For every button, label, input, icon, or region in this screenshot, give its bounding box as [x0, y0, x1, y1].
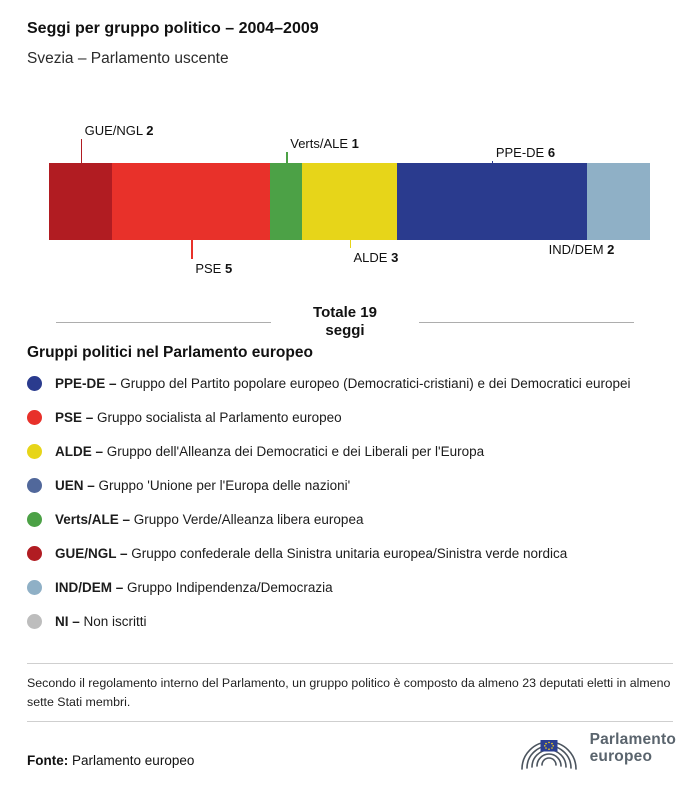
- total-seats-row: [56, 300, 634, 344]
- legend-item-pse: [27, 400, 687, 434]
- bar-label-pse: PSE 5: [195, 261, 233, 276]
- leader-line-ppe-de: [492, 161, 494, 163]
- logo-wordmark-line2: europeo: [589, 748, 653, 765]
- legend-item-ind-dem: [27, 570, 687, 604]
- legend-item-label: NI – Non iscritti: [55, 613, 147, 629]
- bar-segment-gue-ngl: [49, 163, 112, 240]
- legend-color-dot-ppe-de: [27, 376, 42, 391]
- legend-item-ni: [27, 604, 687, 638]
- leader-line-gue-ngl: [81, 139, 83, 163]
- stacked-bar: [49, 163, 650, 240]
- leader-line-verts-ale: [286, 152, 288, 163]
- total-left-rule: [56, 322, 271, 323]
- legend-color-dot-gue-ngl: [27, 546, 42, 561]
- legend-color-dot-alde: [27, 444, 42, 459]
- legend-item-label: UEN – Gruppo 'Unione per l'Europa delle nazioni': [55, 477, 351, 493]
- legend-item-gue-ngl: [27, 536, 687, 570]
- source-label: Fonte:: [27, 753, 69, 768]
- legend-title: Gruppi politici nel Parlamento europeo: [27, 344, 313, 361]
- bar-label-gue-ngl: GUE/NGL 2: [84, 123, 154, 138]
- page-subtitle: Svezia – Parlamento uscente: [27, 50, 229, 67]
- page-title: Seggi per gruppo politico – 2004–2009: [27, 20, 319, 37]
- bar-label-ind-dem: IND/DEM 2: [548, 242, 615, 257]
- bar-segment-ppe-de: [397, 163, 587, 240]
- european-parliament-logo: [518, 724, 676, 772]
- legend-color-dot-ni: [27, 614, 42, 629]
- bar-label-alde: ALDE 3: [353, 250, 399, 265]
- seats-stacked-bar-chart: [0, 118, 700, 293]
- logo-wordmark: [590, 731, 676, 765]
- total-right-rule: [419, 322, 634, 323]
- legend-item-label: Verts/ALE – Gruppo Verde/Alleanza libera europea: [55, 511, 364, 527]
- legend-item-ppe-de: [27, 366, 687, 400]
- legend-color-dot-pse: [27, 410, 42, 425]
- legend-item-label: GUE/NGL – Gruppo confederale della Sinistra unitaria europea/Sinistra verde nordica: [55, 545, 568, 561]
- legend-color-dot-ind-dem: [27, 580, 42, 595]
- bar-segment-alde: [302, 163, 397, 240]
- source-line: [27, 753, 194, 768]
- legend-item-label: PPE-DE – Gruppo del Partito popolare europeo (Democratici-cristiani) e dei Democratici europei: [55, 375, 631, 391]
- legend-item-label: PSE – Gruppo socialista al Parlamento europeo: [55, 409, 342, 425]
- bar-segment-ind-dem: [587, 163, 650, 240]
- footnote-text: Secondo il regolamento interno del Parlamento, un gruppo politico è composto da almeno 23 deputati eletti in almeno sette Stati membri.: [27, 676, 671, 710]
- total-seats-label: Totale 19 seggi: [313, 304, 377, 339]
- bar-label-ppe-de: PPE-DE 6: [495, 145, 556, 160]
- bar-label-verts-ale: Verts/ALE 1: [290, 136, 359, 151]
- legend-item-label: ALDE – Gruppo dell'Alleanza dei Democratici e dei Liberali per l'Europa: [55, 443, 485, 459]
- leader-line-pse: [191, 240, 193, 259]
- bar-segment-verts-ale: [270, 163, 302, 240]
- legend-color-dot-uen: [27, 478, 42, 493]
- source-value: Parlamento europeo: [72, 753, 195, 768]
- leader-line-alde: [350, 240, 352, 248]
- legend-item-verts-ale: [27, 502, 687, 536]
- footnote-top-divider: [27, 663, 673, 664]
- legend-color-dot-verts-ale: [27, 512, 42, 527]
- legend-item-label: IND/DEM – Gruppo Indipendenza/Democrazia: [55, 579, 333, 595]
- footnote-bottom-divider: [27, 721, 673, 722]
- parliament-hemicycle-icon: [518, 724, 580, 772]
- bar-segment-pse: [112, 163, 270, 240]
- legend-item-alde: [27, 434, 687, 468]
- legend-list: [27, 366, 687, 638]
- legend-item-uen: [27, 468, 687, 502]
- logo-wordmark-line1: Parlamento: [589, 730, 676, 748]
